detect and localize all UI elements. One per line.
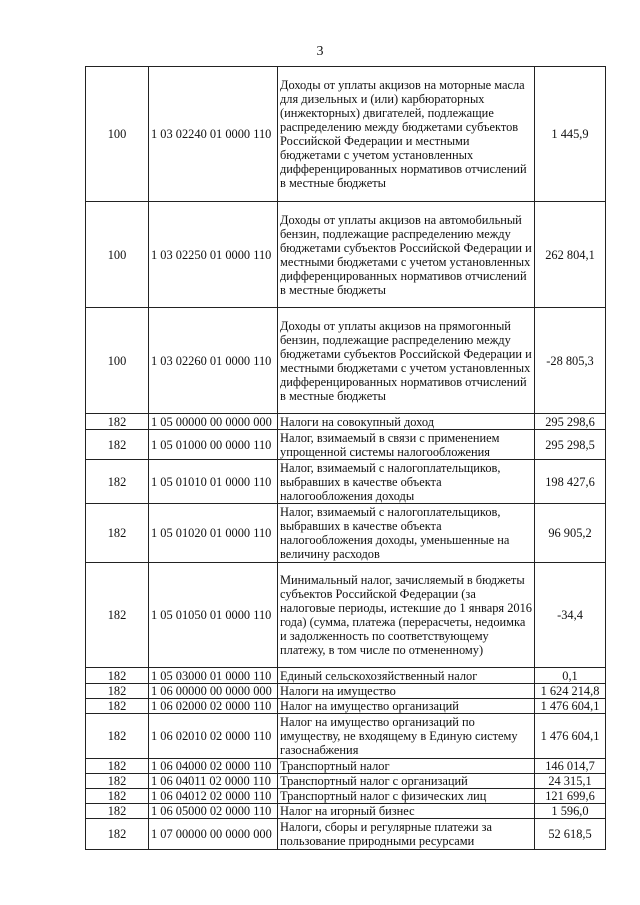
amount-cell: 0,1 [535, 668, 606, 684]
admin-code-cell: 182 [86, 789, 149, 804]
admin-code-cell: 182 [86, 504, 149, 563]
amount-cell: 295 298,5 [535, 430, 606, 460]
amount-cell: 1 476 604,1 [535, 699, 606, 714]
amount-cell: 52 618,5 [535, 819, 606, 850]
table-row [86, 684, 606, 699]
revenue-name-cell: Налоги на имущество [278, 684, 535, 699]
page-number: 3 [316, 44, 324, 59]
admin-code-cell: 100 [86, 202, 149, 308]
table-row [86, 699, 606, 714]
revenue-name-cell: Налог, взимаемый в связи с применением упрощенной системы налогообложения [278, 430, 535, 460]
amount-cell: 198 427,6 [535, 460, 606, 504]
amount-cell: -34,4 [535, 563, 606, 668]
revenue-name-cell: Налог, взимаемый с налогоплательщиков, выбравших в качестве объекта налогообложения доходы, уменьшенные на величину расходов [278, 504, 535, 563]
revenue-name-cell: Доходы от уплаты акцизов на автомобильный бензин, подлежащие распределению между бюджетами субъектов Российской Федерации и местными бюджетами с учетом установленных дифференцированных нормативов отчислений в местные бюджеты [278, 202, 535, 308]
budget-code-cell: 1 05 00000 00 0000 000 [149, 414, 278, 430]
amount-cell: 262 804,1 [535, 202, 606, 308]
budget-code-cell: 1 03 02240 01 0000 110 [149, 67, 278, 202]
table-row [86, 789, 606, 804]
table-row [86, 414, 606, 430]
revenue-name-cell: Транспортный налог с организаций [278, 774, 535, 789]
amount-cell: 121 699,6 [535, 789, 606, 804]
budget-code-cell: 1 05 01020 01 0000 110 [149, 504, 278, 563]
table-row [86, 714, 606, 759]
budget-code-cell: 1 07 00000 00 0000 000 [149, 819, 278, 850]
amount-cell: 1 596,0 [535, 804, 606, 819]
revenue-name-cell: Минимальный налог, зачисляемый в бюджеты субъектов Российской Федерации (за налоговые периоды, истекшие до 1 января 2016 года) (сумма, платежа (перерасчеты, недоимка и задолженность по соответствующему платежу, в том числе по отмененному) [278, 563, 535, 668]
revenue-name-cell: Налоги, сборы и регулярные платежи за пользование природными ресурсами [278, 819, 535, 850]
admin-code-cell: 182 [86, 714, 149, 759]
budget-code-cell: 1 05 01000 00 0000 110 [149, 430, 278, 460]
amount-cell: 1 476 604,1 [535, 714, 606, 759]
admin-code-cell: 182 [86, 430, 149, 460]
amount-cell: 96 905,2 [535, 504, 606, 563]
revenue-name-cell: Налоги на совокупный доход [278, 414, 535, 430]
revenue-name-cell: Налог на игорный бизнес [278, 804, 535, 819]
admin-code-cell: 100 [86, 308, 149, 414]
admin-code-cell: 182 [86, 699, 149, 714]
budget-code-cell: 1 06 04011 02 0000 110 [149, 774, 278, 789]
table-row [86, 668, 606, 684]
budget-code-cell: 1 05 01050 01 0000 110 [149, 563, 278, 668]
revenue-name-cell: Единый сельскохозяйственный налог [278, 668, 535, 684]
revenue-name-cell: Доходы от уплаты акцизов на моторные масла для дизельных и (или) карбюраторных (инжекторных) двигателей, подлежащие распределению между бюджетами субъектов Российской Федерации и местными бюджетами с учетом установленных дифференцированных нормативов отчислений в местные бюджеты [278, 67, 535, 202]
amount-cell: 24 315,1 [535, 774, 606, 789]
amount-cell: 146 014,7 [535, 759, 606, 774]
table-row [86, 504, 606, 563]
revenue-name-cell: Налог на имущество организаций [278, 699, 535, 714]
table-row [86, 774, 606, 789]
table-row [86, 819, 606, 850]
budget-code-cell: 1 06 04012 02 0000 110 [149, 789, 278, 804]
table-row [86, 563, 606, 668]
revenue-name-cell: Транспортный налог с физических лиц [278, 789, 535, 804]
admin-code-cell: 182 [86, 563, 149, 668]
admin-code-cell: 182 [86, 668, 149, 684]
admin-code-cell: 182 [86, 774, 149, 789]
amount-cell: 1 624 214,8 [535, 684, 606, 699]
revenue-name-cell: Доходы от уплаты акцизов на прямогонный бензин, подлежащие распределению между бюджетами субъектов Российской Федерации и местными бюджетами с учетом установленных дифференцированных нормативов отчислений в местные бюджеты [278, 308, 535, 414]
table-row [86, 759, 606, 774]
budget-code-cell: 1 05 03000 01 0000 110 [149, 668, 278, 684]
admin-code-cell: 182 [86, 819, 149, 850]
budget-code-cell: 1 06 00000 00 0000 000 [149, 684, 278, 699]
table-row [86, 430, 606, 460]
admin-code-cell: 182 [86, 460, 149, 504]
table-row [86, 202, 606, 308]
budget-code-cell: 1 05 01010 01 0000 110 [149, 460, 278, 504]
admin-code-cell: 182 [86, 684, 149, 699]
budget-code-cell: 1 03 02260 01 0000 110 [149, 308, 278, 414]
amount-cell: -28 805,3 [535, 308, 606, 414]
revenue-name-cell: Транспортный налог [278, 759, 535, 774]
budget-code-cell: 1 06 02000 02 0000 110 [149, 699, 278, 714]
admin-code-cell: 182 [86, 759, 149, 774]
table-row [86, 804, 606, 819]
budget-code-cell: 1 06 05000 02 0000 110 [149, 804, 278, 819]
table-row [86, 67, 606, 202]
revenue-name-cell: Налог на имущество организаций по имуществу, не входящему в Единую систему газоснабжения [278, 714, 535, 759]
table-row [86, 460, 606, 504]
budget-code-cell: 1 06 04000 02 0000 110 [149, 759, 278, 774]
table-row [86, 308, 606, 414]
amount-cell: 295 298,6 [535, 414, 606, 430]
revenue-table [85, 66, 606, 850]
admin-code-cell: 182 [86, 414, 149, 430]
admin-code-cell: 100 [86, 67, 149, 202]
budget-code-cell: 1 06 02010 02 0000 110 [149, 714, 278, 759]
admin-code-cell: 182 [86, 804, 149, 819]
revenue-name-cell: Налог, взимаемый с налогоплательщиков, выбравших в качестве объекта налогообложения доходы [278, 460, 535, 504]
amount-cell: 1 445,9 [535, 67, 606, 202]
budget-code-cell: 1 03 02250 01 0000 110 [149, 202, 278, 308]
